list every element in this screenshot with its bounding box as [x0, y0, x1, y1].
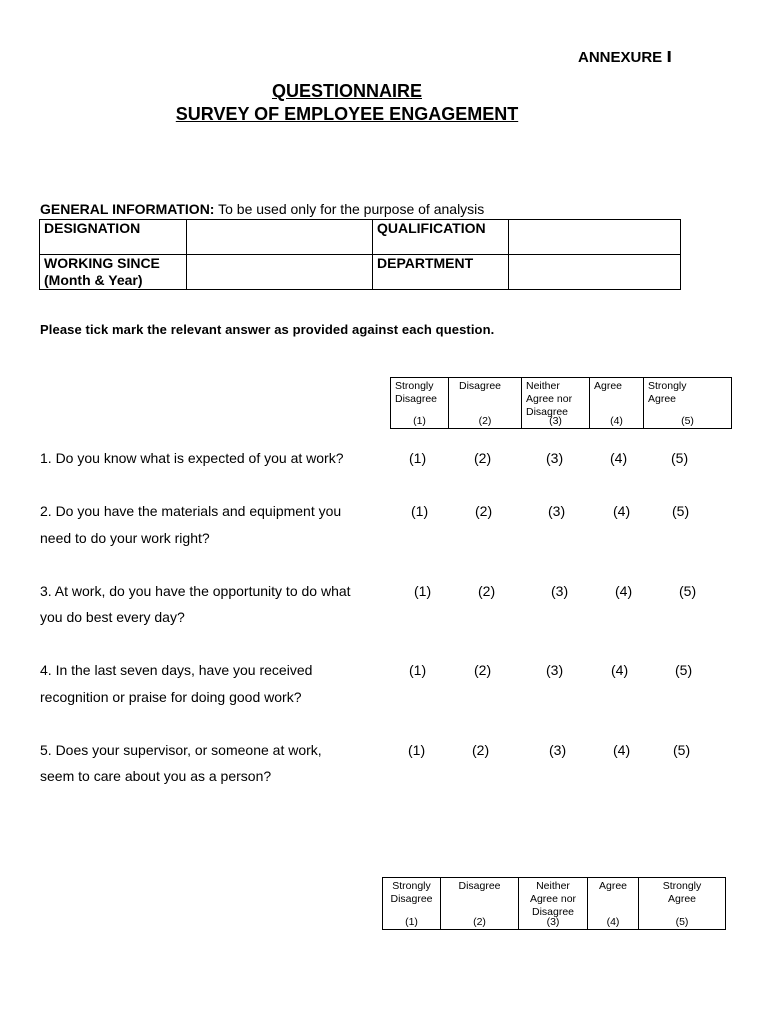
- qualification-field[interactable]: [509, 220, 681, 255]
- scale-bottom-strongly-disagree: Strongly Disagree (1): [383, 878, 441, 930]
- scale-bottom-disagree: Disagree (2): [441, 878, 519, 930]
- page-title: QUESTIONNAIRE: [271, 81, 422, 101]
- question-2: 2. Do you have the materials and equipment you: [40, 503, 342, 519]
- page-subtitle: SURVEY OF EMPLOYEE ENGAGEMENT: [175, 104, 519, 124]
- rating-scale-legend-bottom: [382, 877, 726, 930]
- scale-bottom-neither: Neither Agree nor Disagree (3): [519, 878, 588, 930]
- q2-option-1[interactable]: (1): [411, 503, 429, 519]
- annexure-label: ANNEXURE Ⅰ: [578, 49, 672, 66]
- question-3-cont: you do best every day?: [40, 609, 185, 625]
- q1-option-5[interactable]: (5): [671, 450, 689, 466]
- q4-option-2[interactable]: (2): [474, 662, 492, 678]
- q3-option-5[interactable]: (5): [679, 583, 697, 599]
- working-since-subtext: (Month & Year): [44, 272, 143, 288]
- working-since-text: WORKING SINCE: [44, 255, 160, 271]
- q1-option-4[interactable]: (4): [610, 450, 628, 466]
- q5-option-5[interactable]: (5): [673, 742, 691, 758]
- q1-option-1[interactable]: (1): [409, 450, 427, 466]
- question-2-cont: need to do your work right?: [40, 530, 210, 546]
- question-4: 4. In the last seven days, have you received: [40, 662, 313, 678]
- q5-option-4[interactable]: (4): [613, 742, 631, 758]
- rating-scale-legend: [390, 377, 732, 429]
- department-label: DEPARTMENT: [373, 255, 509, 290]
- q4-option-3[interactable]: (3): [546, 662, 564, 678]
- scale-strongly-disagree: Strongly Disagree (1): [391, 378, 449, 429]
- general-info-label: GENERAL INFORMATION:: [40, 201, 215, 217]
- question-3: 3. At work, do you have the opportunity to do what: [40, 583, 351, 599]
- q4-option-5[interactable]: (5): [675, 662, 693, 678]
- q5-option-2[interactable]: (2): [472, 742, 490, 758]
- q4-option-4[interactable]: (4): [611, 662, 629, 678]
- q1-option-3[interactable]: (3): [546, 450, 564, 466]
- q3-option-3[interactable]: (3): [551, 583, 569, 599]
- question-4-cont: recognition or praise for doing good work?: [40, 689, 302, 705]
- scale-strongly-agree: Strongly Agree (5): [644, 378, 732, 429]
- scale-agree: Agree (4): [590, 378, 644, 429]
- question-5-cont: seem to care about you as a person?: [40, 768, 272, 784]
- q4-option-1[interactable]: (1): [409, 662, 427, 678]
- question-1: 1. Do you know what is expected of you at work?: [40, 450, 344, 466]
- designation-label: DESIGNATION: [40, 220, 187, 255]
- q2-option-5[interactable]: (5): [672, 503, 690, 519]
- q5-option-3[interactable]: (3): [549, 742, 567, 758]
- q2-option-4[interactable]: (4): [613, 503, 631, 519]
- qualification-label: QUALIFICATION: [373, 220, 509, 255]
- scale-disagree: Disagree (2): [449, 378, 522, 429]
- question-5: 5. Does your supervisor, or someone at work,: [40, 742, 322, 758]
- scale-neither: Neither Agree nor Disagree (3): [522, 378, 590, 429]
- general-info-table: [39, 219, 681, 290]
- q3-option-4[interactable]: (4): [615, 583, 633, 599]
- q5-option-1[interactable]: (1): [408, 742, 426, 758]
- q1-option-2[interactable]: (2): [474, 450, 492, 466]
- q2-option-2[interactable]: (2): [475, 503, 493, 519]
- q3-option-2[interactable]: (2): [478, 583, 496, 599]
- working-since-field[interactable]: [187, 255, 373, 290]
- scale-bottom-strongly-agree: Strongly Agree (5): [639, 878, 726, 930]
- instruction-text: Please tick mark the relevant answer as provided against each question.: [40, 322, 495, 337]
- designation-field[interactable]: [187, 220, 373, 255]
- scale-bottom-agree: Agree (4): [588, 878, 639, 930]
- q3-option-1[interactable]: (1): [414, 583, 432, 599]
- department-field[interactable]: [509, 255, 681, 290]
- working-since-label: [40, 255, 187, 290]
- general-info-note: To be used only for the purpose of analysis: [214, 201, 485, 217]
- general-info-heading: [40, 201, 484, 217]
- q2-option-3[interactable]: (3): [548, 503, 566, 519]
